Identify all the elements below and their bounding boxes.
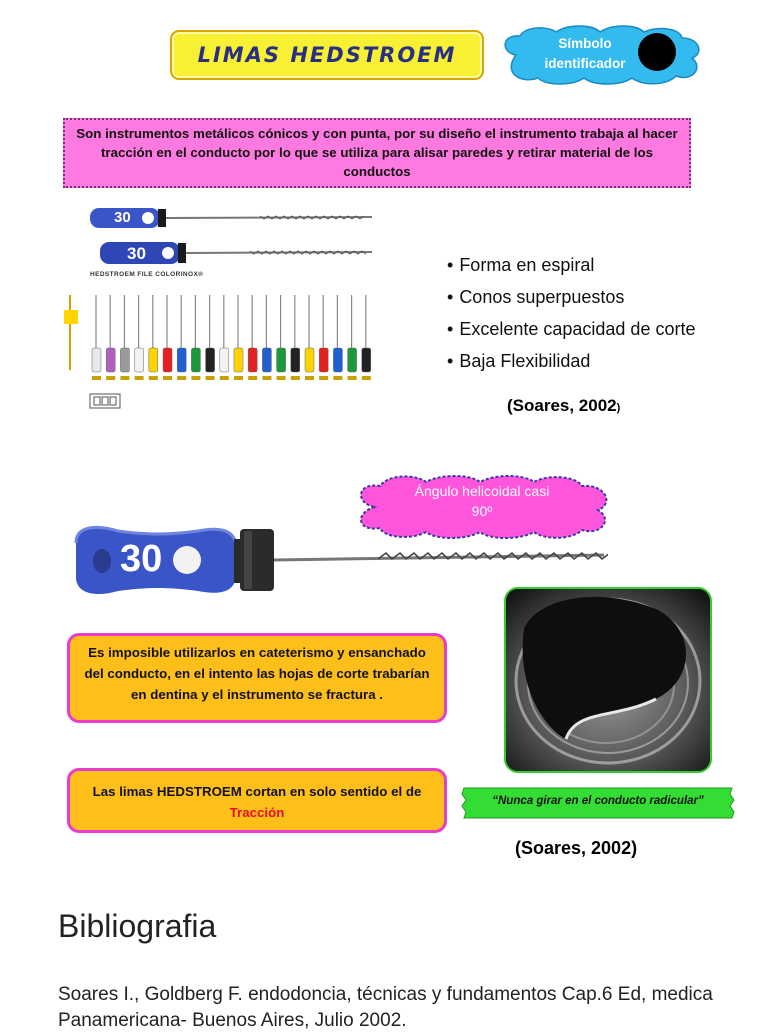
file-color-row: [92, 295, 371, 380]
file-size-label: [234, 376, 243, 380]
file-top-1: [90, 208, 372, 228]
canal-photo-image: [506, 589, 710, 771]
canal-photo: [504, 587, 712, 773]
file-size-label: [191, 376, 200, 380]
ruler: [64, 295, 78, 370]
file-size-label: [262, 376, 271, 380]
cut-direction-box: [67, 768, 447, 833]
file-handle: [362, 348, 371, 372]
file-size-label: [220, 376, 229, 380]
file-handle: [191, 348, 200, 372]
feature-item: • Forma en espiral: [447, 249, 747, 281]
file-handle: [291, 348, 300, 372]
file-size-label: [135, 376, 144, 380]
file-handle: [206, 348, 215, 372]
warning-box: Es imposible utilizarlos en cateterismo y ensanchado del conducto, en el intento las hojas de corte trabarían en dentina y el instrumento se fractura .: [67, 633, 447, 723]
file-handle: [319, 348, 328, 372]
file-size-label: [319, 376, 328, 380]
file-handle: [262, 348, 271, 372]
file-size-label: [149, 376, 158, 380]
feature-item: • Excelente capacidad de corte: [447, 313, 747, 345]
definition-box: Son instrumentos metálicos cónicos y con punta, por su diseño el instrumento trabaja al hacer tracción en el conducto por lo que se utiliza para alisar paredes y retirar material de los conductos: [63, 118, 691, 188]
file-handle: [163, 348, 172, 372]
file-handle: [106, 348, 115, 372]
angle-note: Ángulo helicoidal casi 90º: [414, 483, 550, 519]
page-title: LIMAS HEDSTROEM: [197, 43, 457, 67]
feature-item: • Conos superpuestos: [447, 281, 747, 313]
file-size-label: [106, 376, 115, 380]
file-caption: HEDSTROEM FILE COLORINOX®: [90, 271, 204, 278]
file-size-label: [177, 376, 186, 380]
file-size-label: [92, 376, 101, 380]
file-size-label: [277, 376, 286, 380]
file-size-label: [305, 376, 314, 380]
file-handle: [248, 348, 257, 372]
feature-list: [447, 249, 747, 377]
citation-bottom: (Soares, 2002): [515, 838, 638, 858]
file-handle: [149, 348, 158, 372]
bibliography-entry: Soares I., Goldberg F. endodoncia, técnicas y fundamentos Cap.6 Ed, medica Panamericana- Buenos Aires, Julio 2002.: [58, 984, 713, 1031]
big-file-number: 30: [120, 538, 163, 580]
file-handle: [305, 348, 314, 372]
file-handle: [348, 348, 357, 372]
file-handle: [220, 348, 229, 372]
feature-item: • Baja Flexibilidad: [447, 345, 747, 377]
file-handle: [120, 348, 129, 372]
file-handle: [177, 348, 186, 372]
title-banner: [170, 30, 484, 80]
file-illustration: [60, 200, 390, 420]
file-size-label: [348, 376, 357, 380]
bibliography-heading: Bibliografia: [58, 908, 217, 944]
file-size-label: [120, 376, 129, 380]
file-size-label: [362, 376, 371, 380]
citation-top: (Soares, 2002): [507, 396, 621, 415]
cut-direction-highlight: Tracción: [229, 805, 285, 820]
symbol-label: Símbolo identificador: [544, 36, 626, 71]
file-handle: [234, 348, 243, 372]
cut-direction-text: Las limas HEDSTROEM cortan en solo sentido el de: [92, 784, 422, 799]
file-handle: [135, 348, 144, 372]
photo-note: “Nunca girar en el conducto radicular”: [492, 795, 704, 807]
file-size-label: [206, 376, 215, 380]
file-size-label: [248, 376, 257, 380]
file-handle: [333, 348, 342, 372]
file-top-2-number: 30: [127, 244, 146, 263]
file-top-1-number: 30: [114, 209, 131, 226]
file-size-label: [291, 376, 300, 380]
file-size-label: [333, 376, 342, 380]
file-handle: [92, 348, 101, 372]
file-handle: [277, 348, 286, 372]
file-size-label: [163, 376, 172, 380]
